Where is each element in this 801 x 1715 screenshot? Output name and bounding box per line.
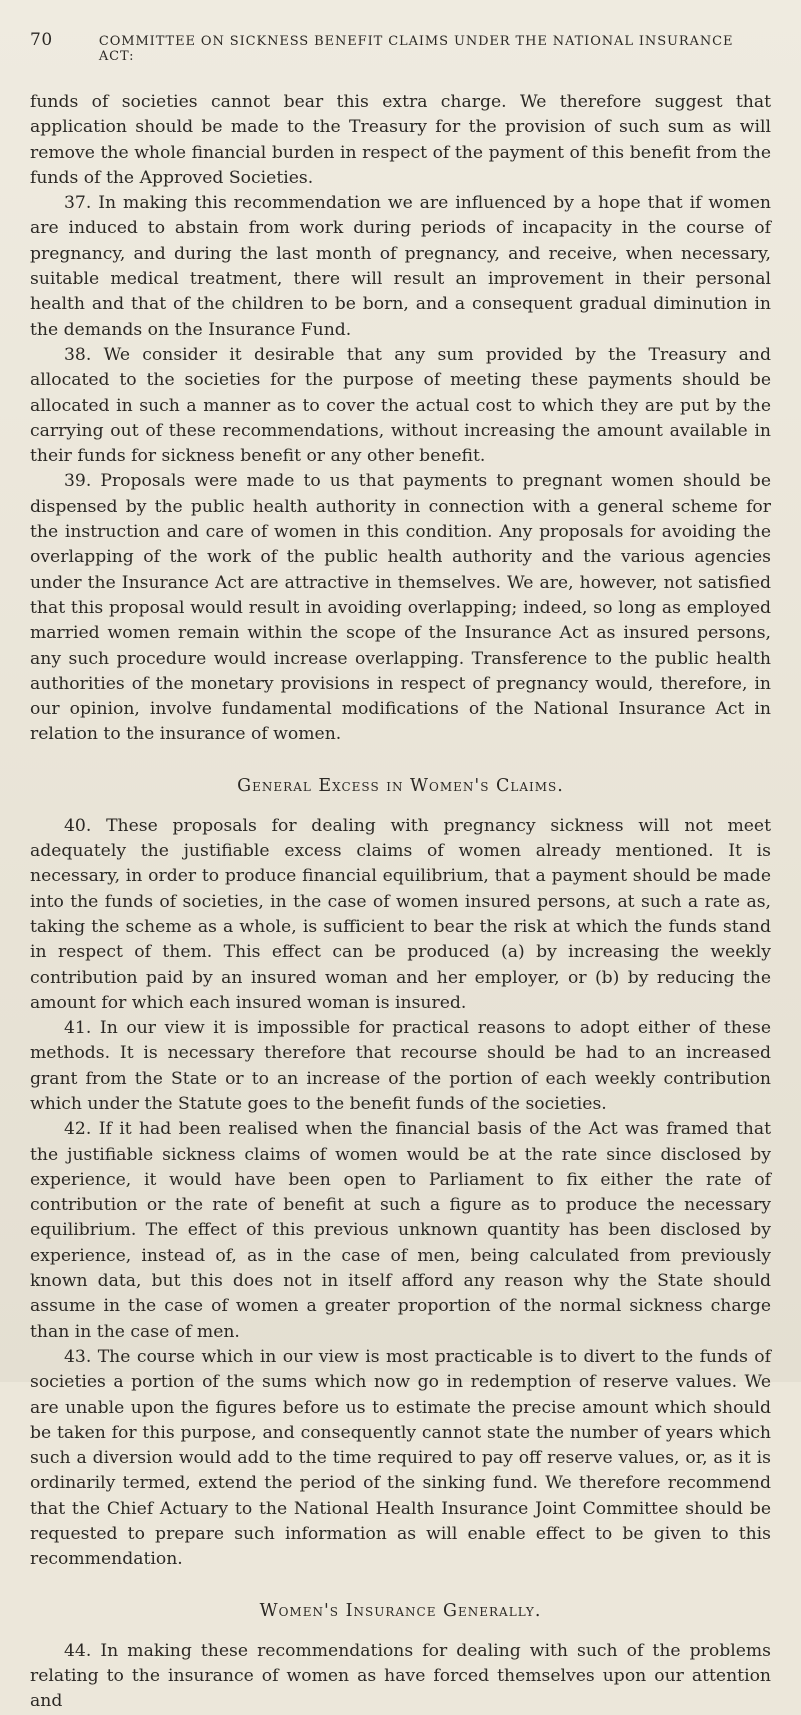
section-heading-womens-insurance: Women's Insurance Generally.: [259, 1600, 542, 1621]
body-text: [30, 90, 771, 1715]
paragraph-39: 39. Proposals were made to us that payments to pregnant women should be dispensed by the public health authority in connection with a general scheme for the instruction and care of women in this condition. Any proposals for avoiding the overlapping of the work of the public health authority and the various agencies under the Insurance Act are attractive in themselves. We are, however, not satisfied that this proposal would result in avoiding overlapping; indeed, so long as employed married women remain within the scope of the Insurance Act as insured persons, any such procedure would increase overlapping. Transference to the public health authorities of the monetary provisions in respect of pregnancy would, therefore, in our opinion, involve fundamental modifications of the National Insurance Act in relation to the insurance of women.: [30, 471, 771, 745]
paragraph-42: 42. If it had been realised when the financial basis of the Act was framed that the justifiable sickness claims of women would be at the rate since disclosed by experience, it would have been open to Parliament to fix either the rate of contribution or the rate of benefit at such a figure as to produce the necessary equilibrium. The effect of this previous unknown quantity has been disclosed by experience, instead of, as in the case of men, being calculated from previously known data, but this does not in itself afford any reason why the State should assume in the case of women a greater proportion of the normal sickness charge than in the case of men.: [30, 1119, 771, 1342]
paragraph-44: 44. In making these recommendations for dealing with such of the problems relating to the insurance of women as have forced themselves upon our attention and: [30, 1640, 771, 1712]
section-heading-general-excess: General Excess in Women's Claims.: [237, 775, 564, 796]
paragraph-41: 41. In our view it is impossible for practical reasons to adopt either of these methods. It is necessary therefore that recourse should be had to an increased grant from the State or to an increase of the portion of each weekly contribution which under the Statute goes to the benefit funds of the societies.: [30, 1018, 771, 1114]
paragraph-43: 43. The course which in our view is most practicable is to divert to the funds of societies a portion of the sums which now go in redemption of reserve values. We are unable upon the figures before us to estimate the precise amount which should be taken for this purpose, and consequently cannot state the number of years which such a diversion would add to the time required to pay off reserve values, or, as it is ordinarily termed, extend the period of the sinking fund. We therefore recommend that the Chief Actuary to the National Health Insurance Joint Committee should be requested to prepare such information as will enable effect to be given to this recommendation.: [30, 1346, 771, 1570]
paragraph-37: 37. In making this recommendation we are influenced by a hope that if women are induced to abstain from work during periods of incapacity in the course of pregnancy, and during the last month of pregnancy, and receive, when necessary, suitable medical treatment, there will result an improvement in their personal health and that of the children to be born, and a consequent gradual diminution in the demands on the Insurance Fund.: [30, 193, 771, 340]
paragraph-40: 40. These proposals for dealing with pregnancy sickness will not meet adequately the justifiable excess claims of women already mentioned. It is necessary, in order to produce financial equilibrium, that a payment should be made into the funds of societies, in the case of women insured persons, at such a rate as, taking the scheme as a whole, is sufficient to bear the risk at which the funds stand in respect of them. This effect can be produced (a) by increasing the weekly contribution paid by an insured woman and her employer, or (b) by reducing the amount for which each insured woman is insured.: [30, 815, 771, 1013]
page-header: [30, 30, 771, 64]
running-head: COMMITTEE ON SICKNESS BENEFIT CLAIMS UNDER THE NATIONAL INSURANCE ACT:: [98, 34, 734, 64]
paragraph-continued: funds of societies cannot bear this extra charge. We therefore suggest that application should be made to the Treasury for the provision of such sum as will remove the whole financial burden in respect of the payment of this benefit from the funds of the Approved Societies.: [30, 92, 771, 188]
page-number: 70: [30, 30, 53, 50]
paragraph-38: 38. We consider it desirable that any sum provided by the Treasury and allocated to the societies for the purpose of meeting these payments should be allocated in such a manner as to cover the actual cost to which they are put by the carrying out of these recommendations, without increasing the amount available in their funds for sickness benefit or any other benefit.: [30, 344, 771, 467]
